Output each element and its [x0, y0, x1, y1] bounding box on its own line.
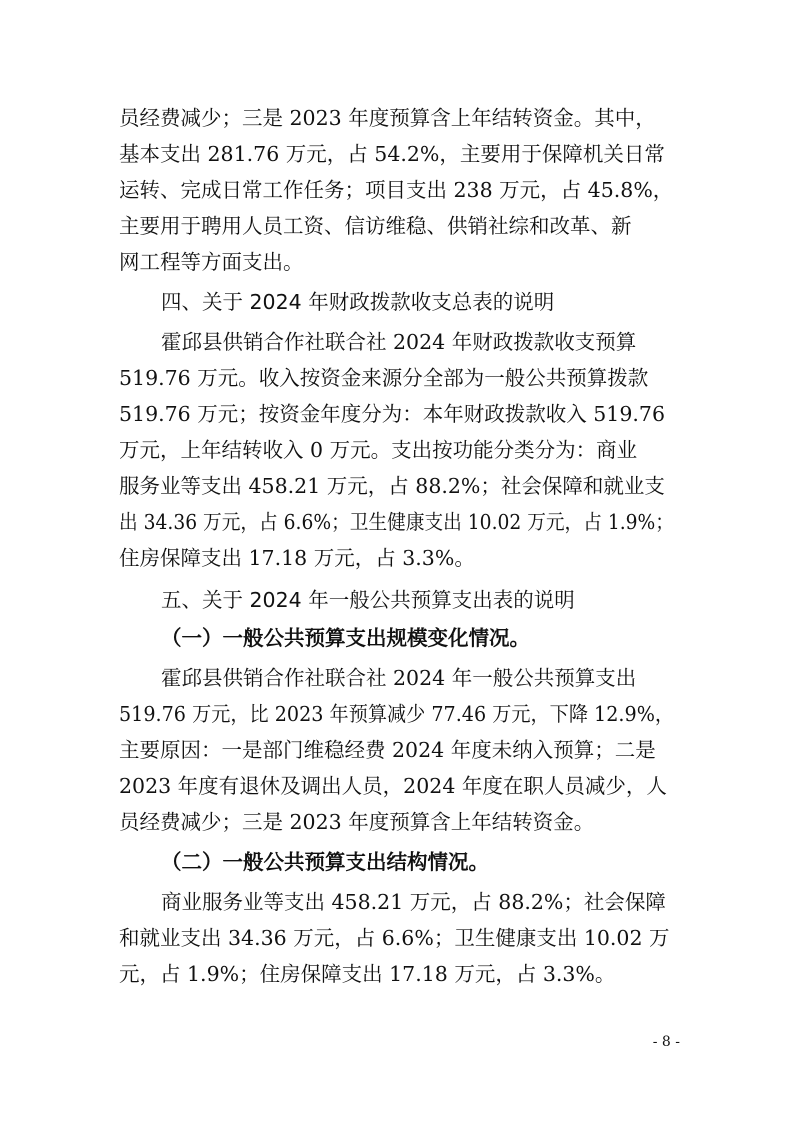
body-line: 主要原因：一是部门维稳经费 2024 年度未纳入预算；二是	[119, 738, 656, 762]
body-line: 和就业支出 34.36 万元，占 6.6%；卫生健康支出 10.02 万	[119, 926, 670, 950]
subsection-heading-1: （一）一般公共预算支出规模变化情况。	[161, 626, 530, 650]
body-line: 出 34.36 万元，占 6.6%；卫生健康支出 10.02 万元，占 1.9%；	[119, 510, 674, 534]
body-line: 519.76 万元；按资金年度分为：本年财政拨款收入 519.76	[119, 402, 665, 426]
body-line: 商业服务业等支出 458.21 万元，占 88.2%；社会保障	[161, 890, 666, 914]
subsection-heading-2: （二）一般公共预算支出结构情况。	[161, 850, 489, 874]
page-number: - 8 -	[652, 1034, 680, 1050]
body-line: 住房保障支出 17.18 万元，占 3.3%。	[119, 546, 475, 570]
body-line: 霍邱县供销合作社联合社 2024 年一般公共预算支出	[161, 666, 637, 690]
body-line: 519.76 万元。收入按资金来源分全部为一般公共预算拨款	[119, 366, 649, 390]
body-line: 基本支出 281.76 万元，占 54.2%，主要用于保障机关日常	[119, 142, 665, 166]
body-line: 运转、完成日常工作任务；项目支出 238 万元，占 45.8%，	[119, 178, 674, 202]
body-line: 万元，上年结转收入 0 万元。支出按功能分类分为：商业	[119, 438, 638, 462]
body-line: 2023 年度有退休及调出人员，2024 年度在职人员减少，人	[119, 774, 667, 798]
body-line: 元，占 1.9%；住房保障支出 17.18 万元，占 3.3%。	[119, 962, 616, 986]
body-line: 员经费减少；三是 2023 年度预算含上年结转资金。	[119, 810, 595, 834]
body-line: 员经费减少；三是 2023 年度预算含上年结转资金。其中，	[119, 106, 656, 130]
body-line: 网工程等方面支出。	[119, 250, 304, 274]
body-line: 服务业等支出 458.21 万元，占 88.2%；社会保障和就业支	[119, 474, 665, 498]
body-line: 霍邱县供销合作社联合社 2024 年财政拨款收支预算	[161, 330, 637, 354]
body-line: 主要用于聘用人员工资、信访维稳、供销社综和改革、新	[119, 214, 632, 238]
body-line: 519.76 万元，比 2023 年预算减少 77.46 万元，下降 12.9%，	[119, 702, 675, 726]
section-heading-5: 五、关于 2024 年一般公共预算支出表的说明	[161, 588, 575, 612]
section-heading-4: 四、关于 2024 年财政拨款收支总表的说明	[161, 290, 555, 314]
